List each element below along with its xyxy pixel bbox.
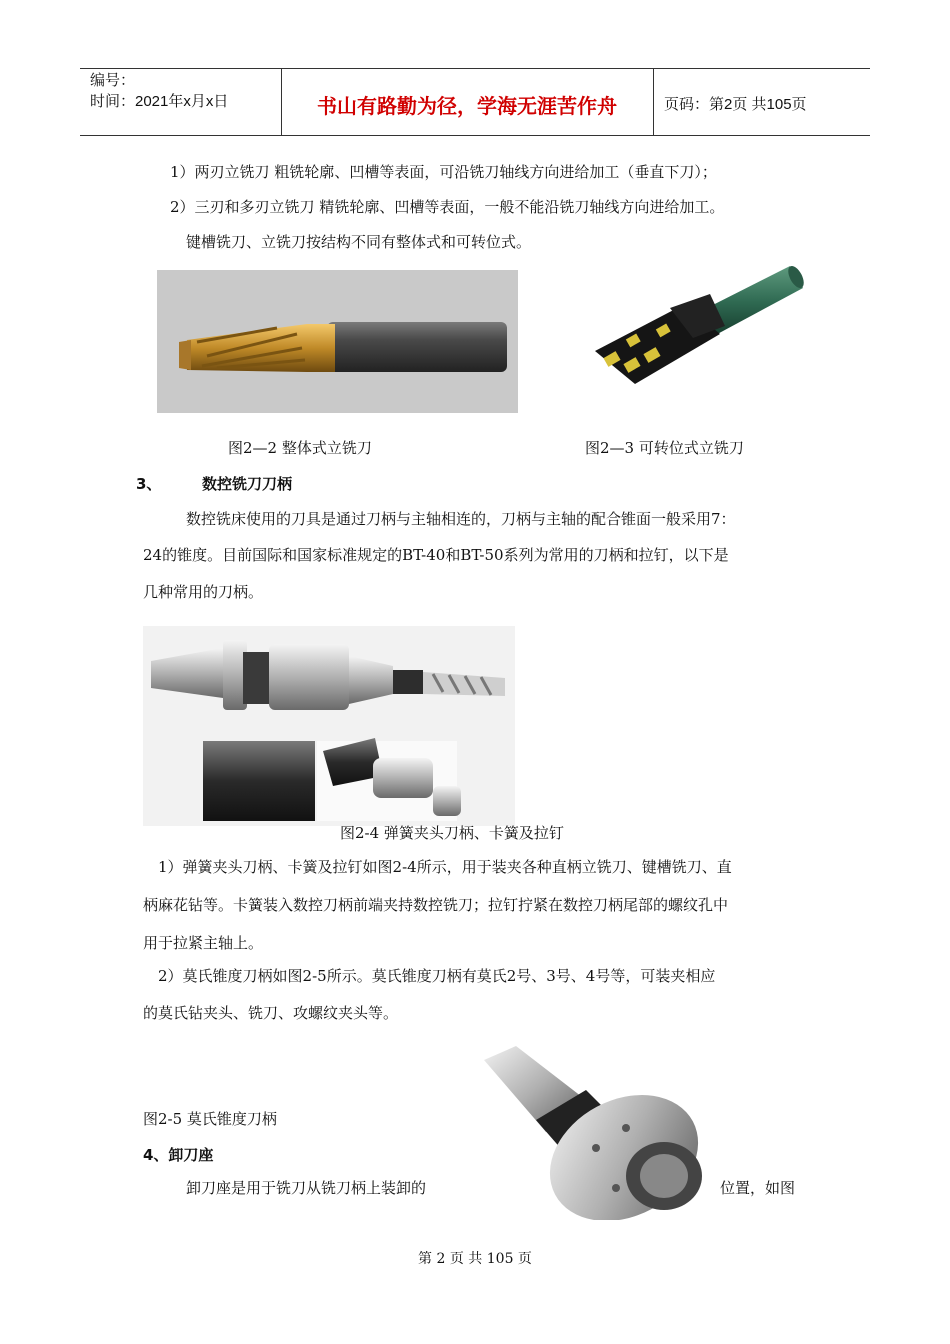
item2-line-1: 2）莫氏锥度刀柄如图2-5所示。莫氏锥度刀柄有莫氏2号、3号、4号等，可装夹相应 <box>158 967 716 985</box>
para4-line-1b: 位置，如图 <box>720 1179 796 1197</box>
section4-title: 4、卸刀座 <box>143 1146 214 1164</box>
header-bottom-rule <box>80 135 870 136</box>
serial-label: 编号： <box>90 72 136 89</box>
body-line-1: 1）两刃立铣刀 粗铣轮廓、凹槽等表面，可沿铣刀轴线方向进给加工（垂直下刀）； <box>170 163 717 181</box>
page-footer: 第 2 页 共 105 页 <box>418 1251 532 1267</box>
fig24-image <box>143 626 515 826</box>
section3-title: 数控铣刀刀柄 <box>202 475 293 493</box>
fig23-image <box>575 256 805 396</box>
item1-line-2: 柄麻花钻等。卡簧装入数控刀柄前端夹持数控铣刀；拉钉拧紧在数控刀柄尾部的螺纹孔中 <box>143 896 729 914</box>
header-divider-right <box>653 68 654 135</box>
para4-line-1a: 卸刀座是用于铣刀从铣刀柄上装卸的 <box>186 1179 427 1197</box>
fig25-caption: 图2-5 莫氏锥度刀柄 <box>143 1110 277 1128</box>
fig24-caption: 图2-4 弹簧夹头刀柄、卡簧及拉钉 <box>340 824 564 842</box>
fig25-image <box>476 1040 716 1220</box>
item1-line-1: 1）弹簧夹头刀柄、卡簧及拉钉如图2-4所示，用于装夹各种直柄立铣刀、键槽铣刀、直 <box>158 858 732 876</box>
para3-line-2: 24的锥度。目前国际和国家标准规定的BT-40和BT-50系列为常用的刀柄和拉钉，以下是 <box>143 546 729 564</box>
body-line-3: 键槽铣刀、立铣刀按结构不同有整体式和可转位式。 <box>186 233 532 251</box>
header-meta <box>90 70 228 112</box>
date-label: 时间：2021年x月x日 <box>90 93 229 110</box>
header-top-rule <box>80 68 870 69</box>
header-motto: 书山有路勤为径，学海无涯苦作舟 <box>317 94 617 118</box>
item1-line-3: 用于拉紧主轴上。 <box>143 934 264 952</box>
header-page-info: 页码：第2页 共105页 <box>664 96 807 113</box>
body-line-2: 2）三刃和多刃立铣刀 精铣轮廓、凹槽等表面，一般不能沿铣刀轴线方向进给加工。 <box>170 198 725 216</box>
fig22-caption: 图2—2 整体式立铣刀 <box>228 439 372 457</box>
fig23-caption: 图2—3 可转位式立铣刀 <box>585 439 744 457</box>
section3-number: 3、 <box>136 475 162 493</box>
para3-line-3: 几种常用的刀柄。 <box>143 583 264 601</box>
fig22-image <box>157 270 518 413</box>
para3-line-1: 数控铣床使用的刀具是通过刀柄与主轴相连的，刀柄与主轴的配合锥面一般采用7： <box>186 510 736 528</box>
item2-line-2: 的莫氏钻夹头、铣刀、攻螺纹夹头等。 <box>143 1004 399 1022</box>
